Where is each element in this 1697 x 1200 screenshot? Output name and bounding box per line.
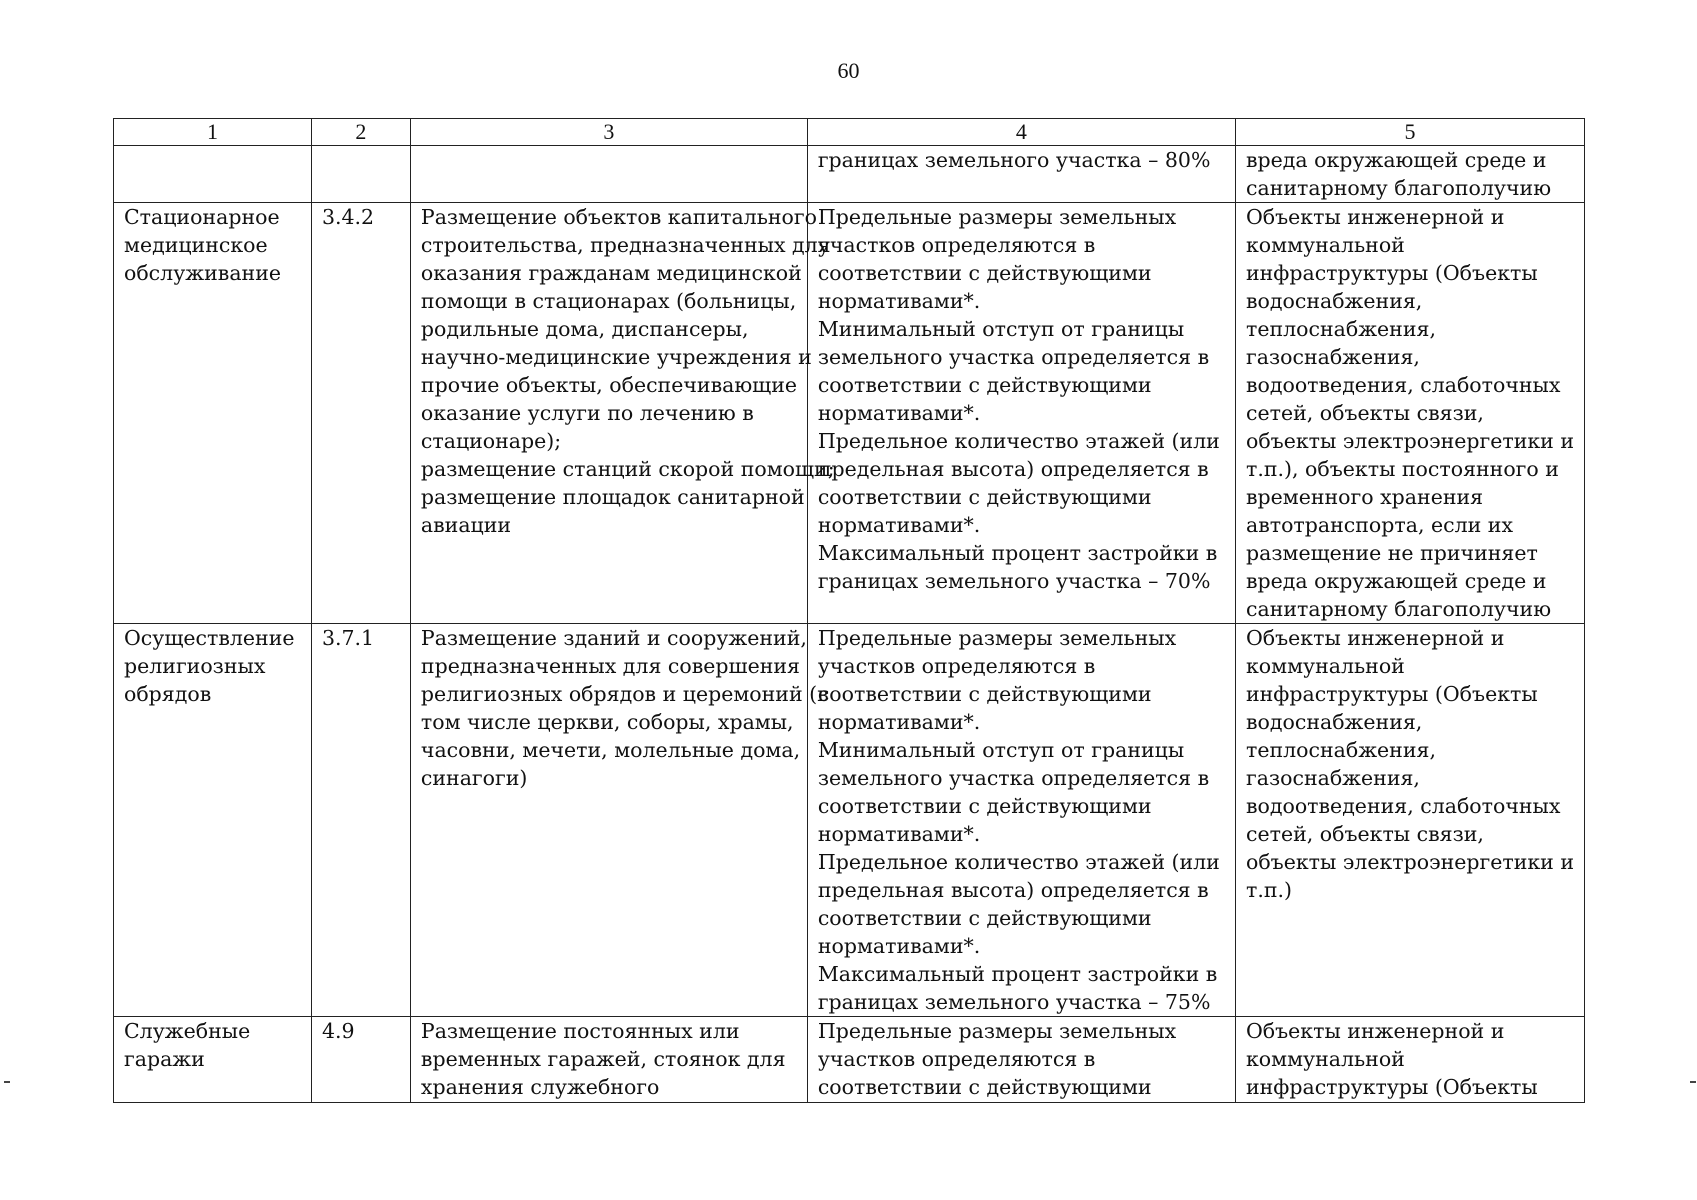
- cell-line: соответствии с действующими: [817, 794, 1152, 818]
- cell-line: часовни, мечети, молельные дома,: [420, 738, 801, 762]
- cell-line: Размещение объектов капитального: [420, 205, 817, 229]
- table-cell-col-4: [807, 624, 1235, 1017]
- cell-line: земельного участка определяется в: [817, 766, 1210, 790]
- table-cell-col-3: [410, 1017, 807, 1103]
- header-col-1: 1: [114, 119, 312, 146]
- cell-line: религиозных: [124, 654, 266, 678]
- header-row: [114, 119, 1585, 146]
- cell-line: хранения служебного: [420, 1075, 660, 1099]
- cell-line: Стационарное: [124, 205, 280, 229]
- cell-line: нормативами*.: [817, 934, 981, 958]
- cell-line: оказание услуги по лечению в: [420, 401, 754, 425]
- cell-line: Объекты инженерной и: [1245, 1019, 1505, 1043]
- cell-line: Минимальный отступ от границы: [817, 738, 1185, 762]
- cell-line: соответствии с действующими: [817, 485, 1152, 509]
- cell-line: Осуществление: [124, 626, 295, 650]
- cell-line: Размещение постоянных или: [420, 1019, 740, 1043]
- table-cell-col-1: [114, 1017, 312, 1103]
- cell-line: санитарному благополучию: [1245, 176, 1552, 200]
- table-cell-col-5: [1235, 624, 1584, 1017]
- cell-line: стационаре);: [420, 429, 562, 453]
- cell-line: прочие объекты, обеспечивающие: [420, 373, 798, 397]
- cell-line: границах земельного участка – 75%: [817, 990, 1211, 1014]
- cell-line: помощи в стационарах (больницы,: [420, 289, 797, 313]
- cell-line: научно-медицинские учреждения и: [420, 345, 812, 369]
- cell-line: соответствии с действующими: [817, 373, 1152, 397]
- table-cell-col-1: [114, 146, 312, 203]
- cell-line: размещение станций скорой помощи;: [420, 457, 835, 481]
- cell-line: границах земельного участка – 70%: [817, 569, 1211, 593]
- table-cell-col-5: [1235, 146, 1584, 203]
- table-row: [114, 203, 1585, 624]
- cell-line: объекты электроэнергетики и: [1245, 850, 1575, 874]
- cell-line: автотранспорта, если их: [1245, 513, 1514, 537]
- table-cell-col-5: [1235, 203, 1584, 624]
- cell-line: строительства, предназначенных для: [420, 233, 831, 257]
- cell-line: коммунальной: [1245, 1047, 1405, 1071]
- cell-line: обрядов: [124, 682, 212, 706]
- cell-line: нормативами*.: [817, 710, 981, 734]
- cell-line: Минимальный отступ от границы: [817, 317, 1185, 341]
- page-number: 60: [837, 58, 860, 83]
- table-row: [114, 624, 1585, 1017]
- cell-line: обслуживание: [124, 261, 281, 285]
- cell-line: Объекты инженерной и: [1245, 626, 1505, 650]
- cell-line: авиации: [420, 513, 512, 537]
- cell-line: Служебные: [124, 1019, 251, 1043]
- table-cell-col-4: [807, 1017, 1235, 1103]
- cell-line: предназначенных для совершения: [420, 654, 800, 678]
- cell-code: 4.9: [321, 1019, 355, 1043]
- cell-line: участков определяются в: [817, 654, 1096, 678]
- cell-line: водоснабжения,: [1245, 710, 1423, 734]
- cell-line: Предельные размеры земельных: [817, 626, 1177, 650]
- cell-line: водоотведения, слаботочных: [1245, 794, 1561, 818]
- cell-line: теплоснабжения,: [1245, 738, 1436, 762]
- table-cell-col-1: [114, 624, 312, 1017]
- cell-line: размещение площадок санитарной: [420, 485, 805, 509]
- cell-line: объекты электроэнергетики и: [1245, 429, 1575, 453]
- header-col-3: 3: [410, 119, 807, 146]
- cell-line: гаражи: [124, 1047, 205, 1071]
- cell-line: коммунальной: [1245, 233, 1405, 257]
- table-cell-col-3: [410, 624, 829, 1017]
- table-cell-col-2: [311, 203, 410, 624]
- cell-line: оказания гражданам медицинской: [420, 261, 802, 285]
- zoning-table: [113, 118, 1585, 1103]
- cell-line: соответствии с действующими: [817, 906, 1152, 930]
- table-cell-col-5: [1235, 1017, 1584, 1103]
- cell-line: медицинское: [124, 233, 268, 257]
- cell-line: инфраструктуры (Объекты: [1245, 261, 1538, 285]
- cell-line: т.п.), объекты постоянного и: [1245, 457, 1559, 481]
- cell-line: газоснабжения,: [1245, 345, 1420, 369]
- cell-line: водоотведения, слаботочных: [1245, 373, 1561, 397]
- cell-line: Максимальный процент застройки в: [817, 962, 1218, 986]
- cell-line: водоснабжения,: [1245, 289, 1423, 313]
- cell-line: границах земельного участка – 80%: [817, 148, 1211, 172]
- table-cell-col-3: [410, 203, 835, 624]
- table-row: [114, 1017, 1585, 1103]
- cell-line: соответствии с действующими: [817, 261, 1152, 285]
- cell-line: предельная высота) определяется в: [817, 457, 1209, 481]
- cell-line: том числе церкви, соборы, храмы,: [420, 710, 794, 734]
- cell-line: Максимальный процент застройки в: [817, 541, 1218, 565]
- cell-line: коммунальной: [1245, 654, 1405, 678]
- table-cell-col-4: [807, 146, 1235, 203]
- cell-line: временного хранения: [1245, 485, 1484, 509]
- cell-line: размещение не причиняет: [1245, 541, 1538, 565]
- cell-line: нормативами*.: [817, 401, 981, 425]
- cell-line: вреда окружающей среде и: [1245, 148, 1547, 172]
- cell-line: религиозных обрядов и церемоний (в: [420, 682, 829, 706]
- cell-line: Размещение зданий и сооружений,: [420, 626, 807, 650]
- cell-line: синагоги): [420, 766, 528, 790]
- header-col-2: 2: [311, 119, 410, 146]
- cell-line: санитарному благополучию: [1245, 597, 1552, 621]
- cell-line: Предельное количество этажей (или: [817, 429, 1220, 453]
- cell-line: Предельные размеры земельных: [817, 1019, 1177, 1043]
- cell-line: участков определяются в: [817, 1047, 1096, 1071]
- cell-line: теплоснабжения,: [1245, 317, 1436, 341]
- table-row: [114, 146, 1585, 203]
- cell-line: Предельные размеры земельных: [817, 205, 1177, 229]
- table-cell-col-2: [311, 1017, 410, 1103]
- table-cell-col-4: [807, 203, 1235, 624]
- table-cell-col-1: [114, 203, 312, 624]
- cell-line: инфраструктуры (Объекты: [1245, 1075, 1538, 1099]
- cell-line: временных гаражей, стоянок для: [420, 1047, 786, 1071]
- cell-line: сетей, объекты связи,: [1245, 822, 1484, 846]
- cell-line: предельная высота) определяется в: [817, 878, 1209, 902]
- header-col-4: 4: [807, 119, 1235, 146]
- cell-line: участков определяются в: [817, 233, 1096, 257]
- cell-line: нормативами*.: [817, 289, 981, 313]
- cell-line: Предельное количество этажей (или: [817, 850, 1220, 874]
- cell-line: родильные дома, диспансеры,: [420, 317, 749, 341]
- cell-line: инфраструктуры (Объекты: [1245, 682, 1538, 706]
- cell-line: сетей, объекты связи,: [1245, 401, 1484, 425]
- cell-line: соответствии с действующими: [817, 1075, 1152, 1099]
- cell-line: Объекты инженерной и: [1245, 205, 1505, 229]
- cell-line: нормативами*.: [817, 513, 981, 537]
- table-cell-col-3: [410, 146, 807, 203]
- header-col-5: 5: [1235, 119, 1584, 146]
- table-cell-col-2: [311, 146, 410, 203]
- cell-line: газоснабжения,: [1245, 766, 1420, 790]
- cell-line: соответствии с действующими: [817, 682, 1152, 706]
- cell-line: нормативами*.: [817, 822, 981, 846]
- cell-line: т.п.): [1245, 878, 1293, 902]
- cell-line: земельного участка определяется в: [817, 345, 1210, 369]
- cell-code: 3.4.2: [321, 205, 375, 229]
- table-cell-col-2: [311, 624, 410, 1017]
- scan-mark-left: [4, 1081, 10, 1083]
- cell-code: 3.7.1: [321, 626, 375, 650]
- cell-line: вреда окружающей среде и: [1245, 569, 1547, 593]
- scan-mark-right: [1690, 1081, 1696, 1083]
